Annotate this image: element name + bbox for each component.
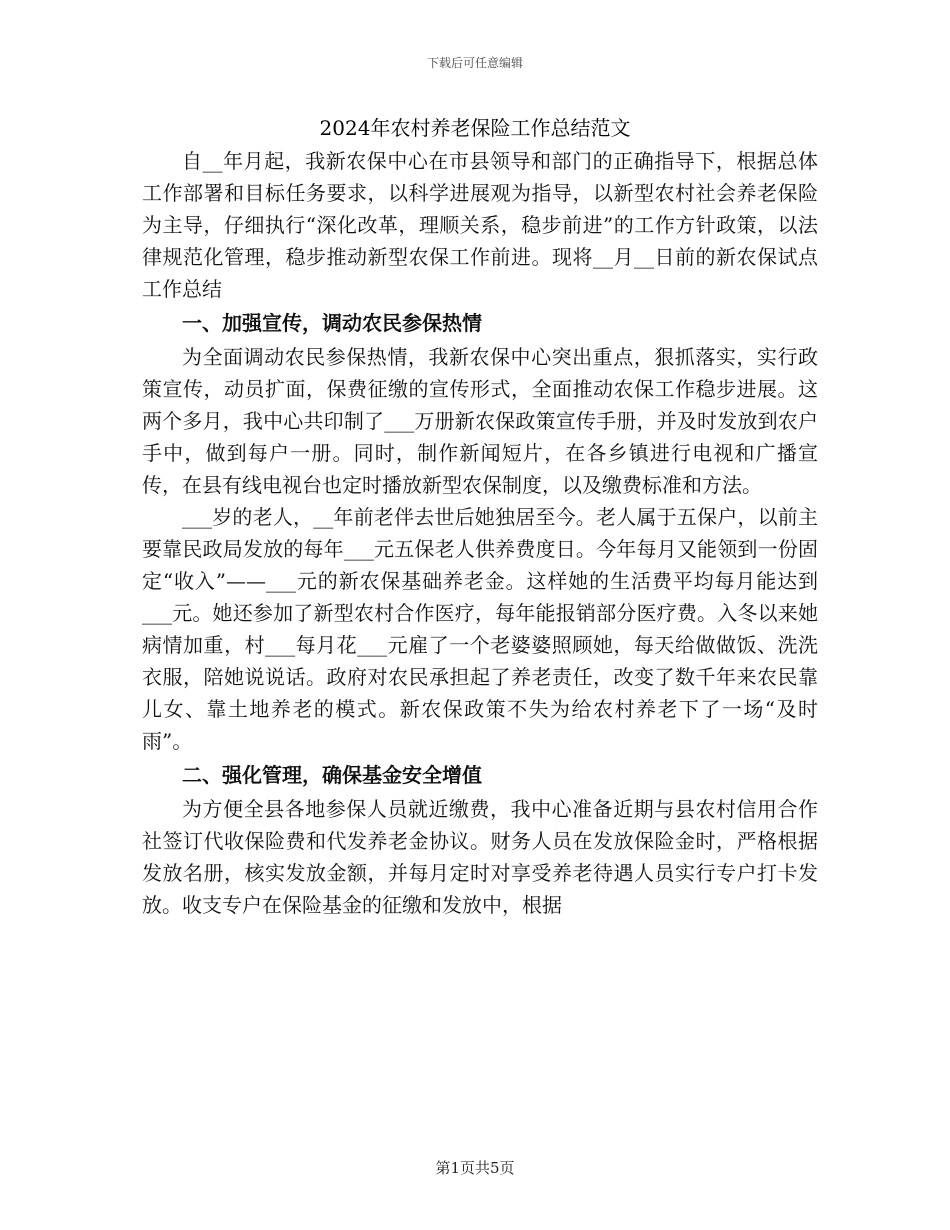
paragraph-intro: 自__年月起，我新农保中心在市县领导和部门的正确指导下，根据总体工作部署和目标任务要求，以科学进展观为指导，以新型农村社会养老保险为主导，仔细执行“深化改革，理顺关系，稳步前进”的工作方针政策，以法律规范化管理，稳步推动新型农保工作前进。现将__月__日前的新农保试点工作总结 <box>142 149 818 301</box>
document-title: 2024年农村养老保险工作总结范文 <box>319 116 631 140</box>
paragraph-elderly-case: ___岁的老人，__年前老伴去世后她独居至今。老人属于五保户，以前主要靠民政局发放的每年___元五保老人供养费度日。今年每月又能领到一份固定“收入”——___元的新农保基础养老金。这样她的生活费平均每月能达到___元。她还参加了新型农村合作医疗，每年能报销部分医疗费。入冬以来她病情加重，村___每月花___元雇了一个老婆婆照顾她，每天给做做饭、洗洗衣服，陪她说说话。政府对农民承担起了养老责任，改变了数千年来农民靠儿女、靠土地养老的模式。新农保政策不失为给农村养老下了一场“及时雨”。 <box>142 505 818 753</box>
page-header: 下载后可任意编辑 <box>426 56 523 70</box>
section-heading-2: 二、强化管理，确保基金安全增值 <box>182 763 482 787</box>
page-footer: 第1页共5页 <box>435 1159 515 1177</box>
section-heading-1: 一、加强宣传，调动农民参保热情 <box>182 311 482 335</box>
paragraph-management: 为方便全县各地参保人员就近缴费，我中心准备近期与县农村信用合作社签订代收保险费和代发养老金协议。财务人员在发放保险金时，严格根据发放名册，核实发放金额，并每月定时对享受养老待遇人员实行专户打卡发放。收支专户在保险基金的征缴和发放中，根据 <box>142 797 818 917</box>
paragraph-publicity: 为全面调动农民参保热情，我新农保中心突出重点，狠抓落实，实行政策宣传，动员扩面，保费征缴的宣传形式，全面推动农保工作稳步进展。这两个多月，我中心共印制了___万册新农保政策宣传手册，并及时发放到农户手中，做到每户一册。同时，制作新闻短片，在各乡镇进行电视和广播宣传，在县有线电视台也定时播放新型农保制度，以及缴费标准和方法。 <box>142 345 818 497</box>
document-body <box>142 145 818 921</box>
